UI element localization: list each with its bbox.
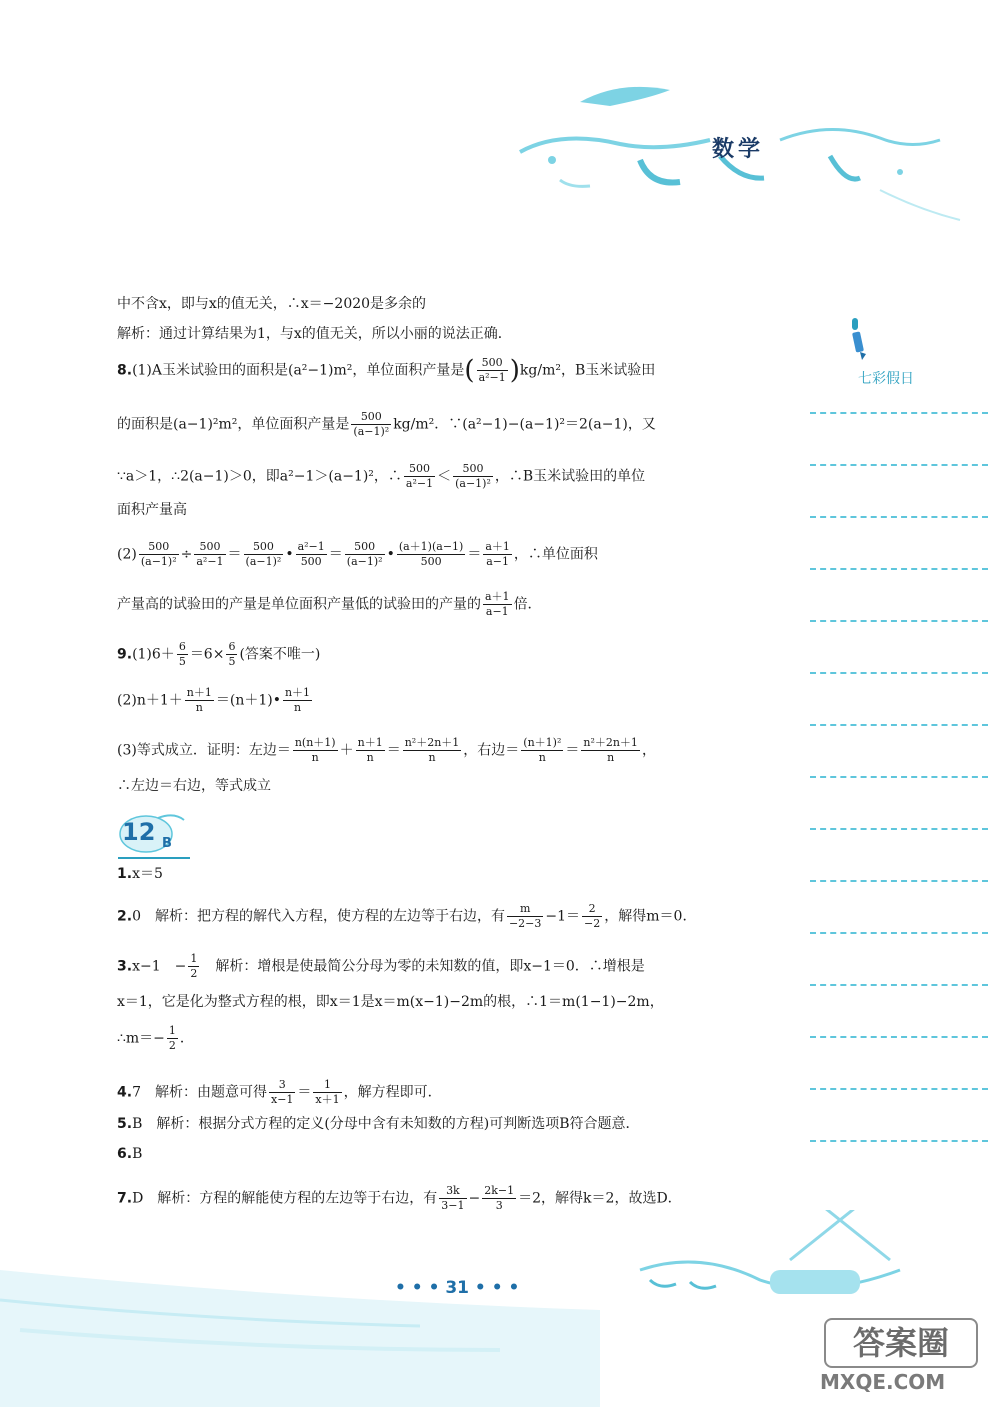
fraction: $\frac{500}{\text{(a−1)²}}$ <box>353 410 390 438</box>
fraction: $\frac{500}{\text{(a−1)²}}$ <box>245 540 282 568</box>
fraction: $\frac{3k}{3-1}$ <box>441 1184 465 1212</box>
section-letter: B <box>162 836 172 851</box>
fraction: $\frac{500}{\text{a²−1}}$ <box>405 462 434 490</box>
fraction: $\frac{500}{\text{(a−1)²}}$ <box>455 462 491 490</box>
note-line <box>810 568 988 570</box>
text-line: 解析：通过计算结果为1，与x的值无关，所以小丽的说法正确． <box>117 326 512 342</box>
b3-answer: 3.x−1 − $\frac{1}{2}$ 解析：增根是使最简公分母为零的未知数的值，即x−1＝0．∴增根是 <box>117 952 645 980</box>
b6-answer: 6.B <box>117 1146 143 1162</box>
note-line <box>810 620 988 622</box>
fraction: $\frac{\text{n²＋2n＋1}}{n}$ <box>404 736 460 764</box>
b2-answer: 2.0 解析：把方程的解代入方程，使方程的左边等于右边，有 $\frac{m}{-2-3}$ −1＝ $\frac{2}{-2}$ ，解得m＝0． <box>117 902 697 930</box>
fraction: $\frac{500}{\text{(a−1)²}}$ <box>140 540 177 568</box>
q9-part2: (2)n＋1＋ $\frac{n+1}{n}$ ＝(n＋1)• $\frac{n+1}{n}$ <box>117 686 311 714</box>
b7-answer: 7.D 解析：方程的解能使方程的左边等于右边，有 $\frac{3k}{3-1}$ − $\frac{2k-1}{3}$ ＝2，解得k＝2，故选D． <box>117 1184 682 1212</box>
fraction: $\frac{1}{2}$ <box>168 1024 176 1052</box>
fraction: $\frac{2}{-2}$ <box>584 902 601 930</box>
fraction: $\frac{1}{x+1}$ <box>315 1078 340 1106</box>
note-line <box>810 412 988 414</box>
fraction: $\frac{500}{\text{(a−1)²}}$ <box>346 540 383 568</box>
pen-icon <box>848 318 872 362</box>
page-number: • • • 31 • • • <box>395 1278 520 1298</box>
fraction: $\frac{a+1}{a-1}$ <box>485 540 510 568</box>
text-line: 面积产量高 <box>117 502 187 518</box>
fraction: $\frac{(a+1)(a-1)}{500}$ <box>398 540 464 568</box>
fraction: $\frac{500}{\text{a²−1}}$ <box>478 356 506 384</box>
note-line <box>810 464 988 466</box>
note-line <box>810 1088 988 1090</box>
q8-part1-line3: ∵a＞1，∴2(a−1)＞0，即a²−1＞(a−1)²，∴ $\frac{500}{\text{a²−1}}$ ＜ $\frac{500}{\text{(a−1)²}}$ ，∴B玉米试验田的单位 <box>117 462 646 490</box>
fraction: $\frac{2k-1}{3}$ <box>484 1184 515 1212</box>
note-line <box>810 1036 988 1038</box>
q9-part3: (3)等式成立．证明：左边＝ $\frac{n(n+1)}{n}$ ＋ $\frac{n+1}{n}$ ＝ $\frac{\text{n²＋2n＋1}}{n}$ ，右边＝ $\frac{\text{(n＋1)²}}{n}$ ＝ $\frac{\text{n²＋2n＋1}}{n}$ ， <box>117 736 656 764</box>
note-line <box>810 1140 988 1142</box>
sidebar-label: 七彩假日 <box>858 371 914 387</box>
text-line: 中不含x，即与x的值无关，∴x＝−2020是多余的 <box>117 296 427 312</box>
section-rule <box>118 857 190 859</box>
note-line <box>810 776 988 778</box>
note-line <box>810 828 988 830</box>
section-number: 12 <box>122 818 156 846</box>
text-line: ∴左边＝右边，等式成立 <box>117 778 271 794</box>
fraction: $\frac{3}{x-1}$ <box>270 1078 294 1106</box>
text-line: x＝1，它是化为整式方程的根，即x＝1是x＝m(x−1)−2m的根，∴1＝m(1−1)−2m， <box>117 994 664 1010</box>
fraction: $\frac{\text{(n＋1)²}}{n}$ <box>523 736 562 764</box>
q8-part2-line1: (2) $\frac{500}{\text{(a−1)²}}$ ÷ $\frac{500}{\text{a²−1}}$ ＝ $\frac{500}{\text{(a−1)²}}$ • $\frac{\text{a²−1}}{500}$ ＝ $\frac{500}{\text{(a−1)²}}$ • $\frac{(a+1)(a-1)}{500}$ ＝ $\frac{a+1}{a-1}$ ，∴单位面积 <box>117 540 598 568</box>
note-line <box>810 516 988 518</box>
watermark-url: MXQE.COM <box>820 1370 946 1394</box>
fraction: $\frac{6}{5}$ <box>228 640 236 668</box>
q9-part1: 9.(1)6＋ $\frac{6}{5}$ ＝6× $\frac{6}{5}$ (答案不唯一) <box>117 640 321 668</box>
subject-title: 数学 <box>712 137 765 162</box>
b5-answer: 5.B 解析：根据分式方程的定义(分母中含有未知数的方程)可判断选项B符合题意． <box>117 1116 640 1132</box>
note-line <box>810 984 988 986</box>
fraction: $\frac{6}{5}$ <box>178 640 186 668</box>
b1-answer: 1.x＝5 <box>117 866 163 882</box>
fraction: $\frac{a+1}{a-1}$ <box>485 590 510 618</box>
fraction: $\frac{\text{n²＋2n＋1}}{n}$ <box>583 736 638 764</box>
fraction: $\frac{n+1}{n}$ <box>357 736 383 764</box>
q8-part1-line2: 的面积是(a−1)²m²，单位面积产量是 $\frac{500}{\text{(a−1)²}}$ kg/m²．∵(a²−1)−(a−1)²＝2(a−1)，又 <box>117 410 656 438</box>
fraction: $\frac{500}{\text{a²−1}}$ <box>196 540 224 568</box>
b3-answer-line3: ∴m＝− $\frac{1}{2}$ ． <box>117 1024 194 1052</box>
fraction: $\frac{n+1}{n}$ <box>284 686 311 714</box>
fraction: $\frac{n+1}{n}$ <box>186 686 212 714</box>
note-line <box>810 880 988 882</box>
fraction: $\frac{1}{2}$ <box>190 952 198 980</box>
fraction: $\frac{n(n+1)}{n}$ <box>294 736 336 764</box>
q8-part1-line1: 8.(1)A玉米试验田的面积是(a²−1)m²，单位面积产量是( $\frac{500}{\text{a²−1}}$ )kg/m²，B玉米试验田 <box>117 355 656 386</box>
note-line <box>810 932 988 934</box>
fraction: $\frac{\text{a²−1}}{500}$ <box>297 540 325 568</box>
b4-answer: 4.7 解析：由题意可得 $\frac{3}{x-1}$ ＝ $\frac{1}{x+1}$ ，解方程即可． <box>117 1078 442 1106</box>
question-number: 8. <box>117 362 133 379</box>
note-line <box>810 724 988 726</box>
q8-part2-line2: 产量高的试验田的产量是单位面积产量低的试验田的产量的 $\frac{a+1}{a-1}$ 倍． <box>117 590 542 618</box>
note-line <box>810 672 988 674</box>
fraction: $\frac{m}{-2-3}$ <box>508 902 542 930</box>
watermark-logo: 答案圈 <box>824 1318 978 1368</box>
